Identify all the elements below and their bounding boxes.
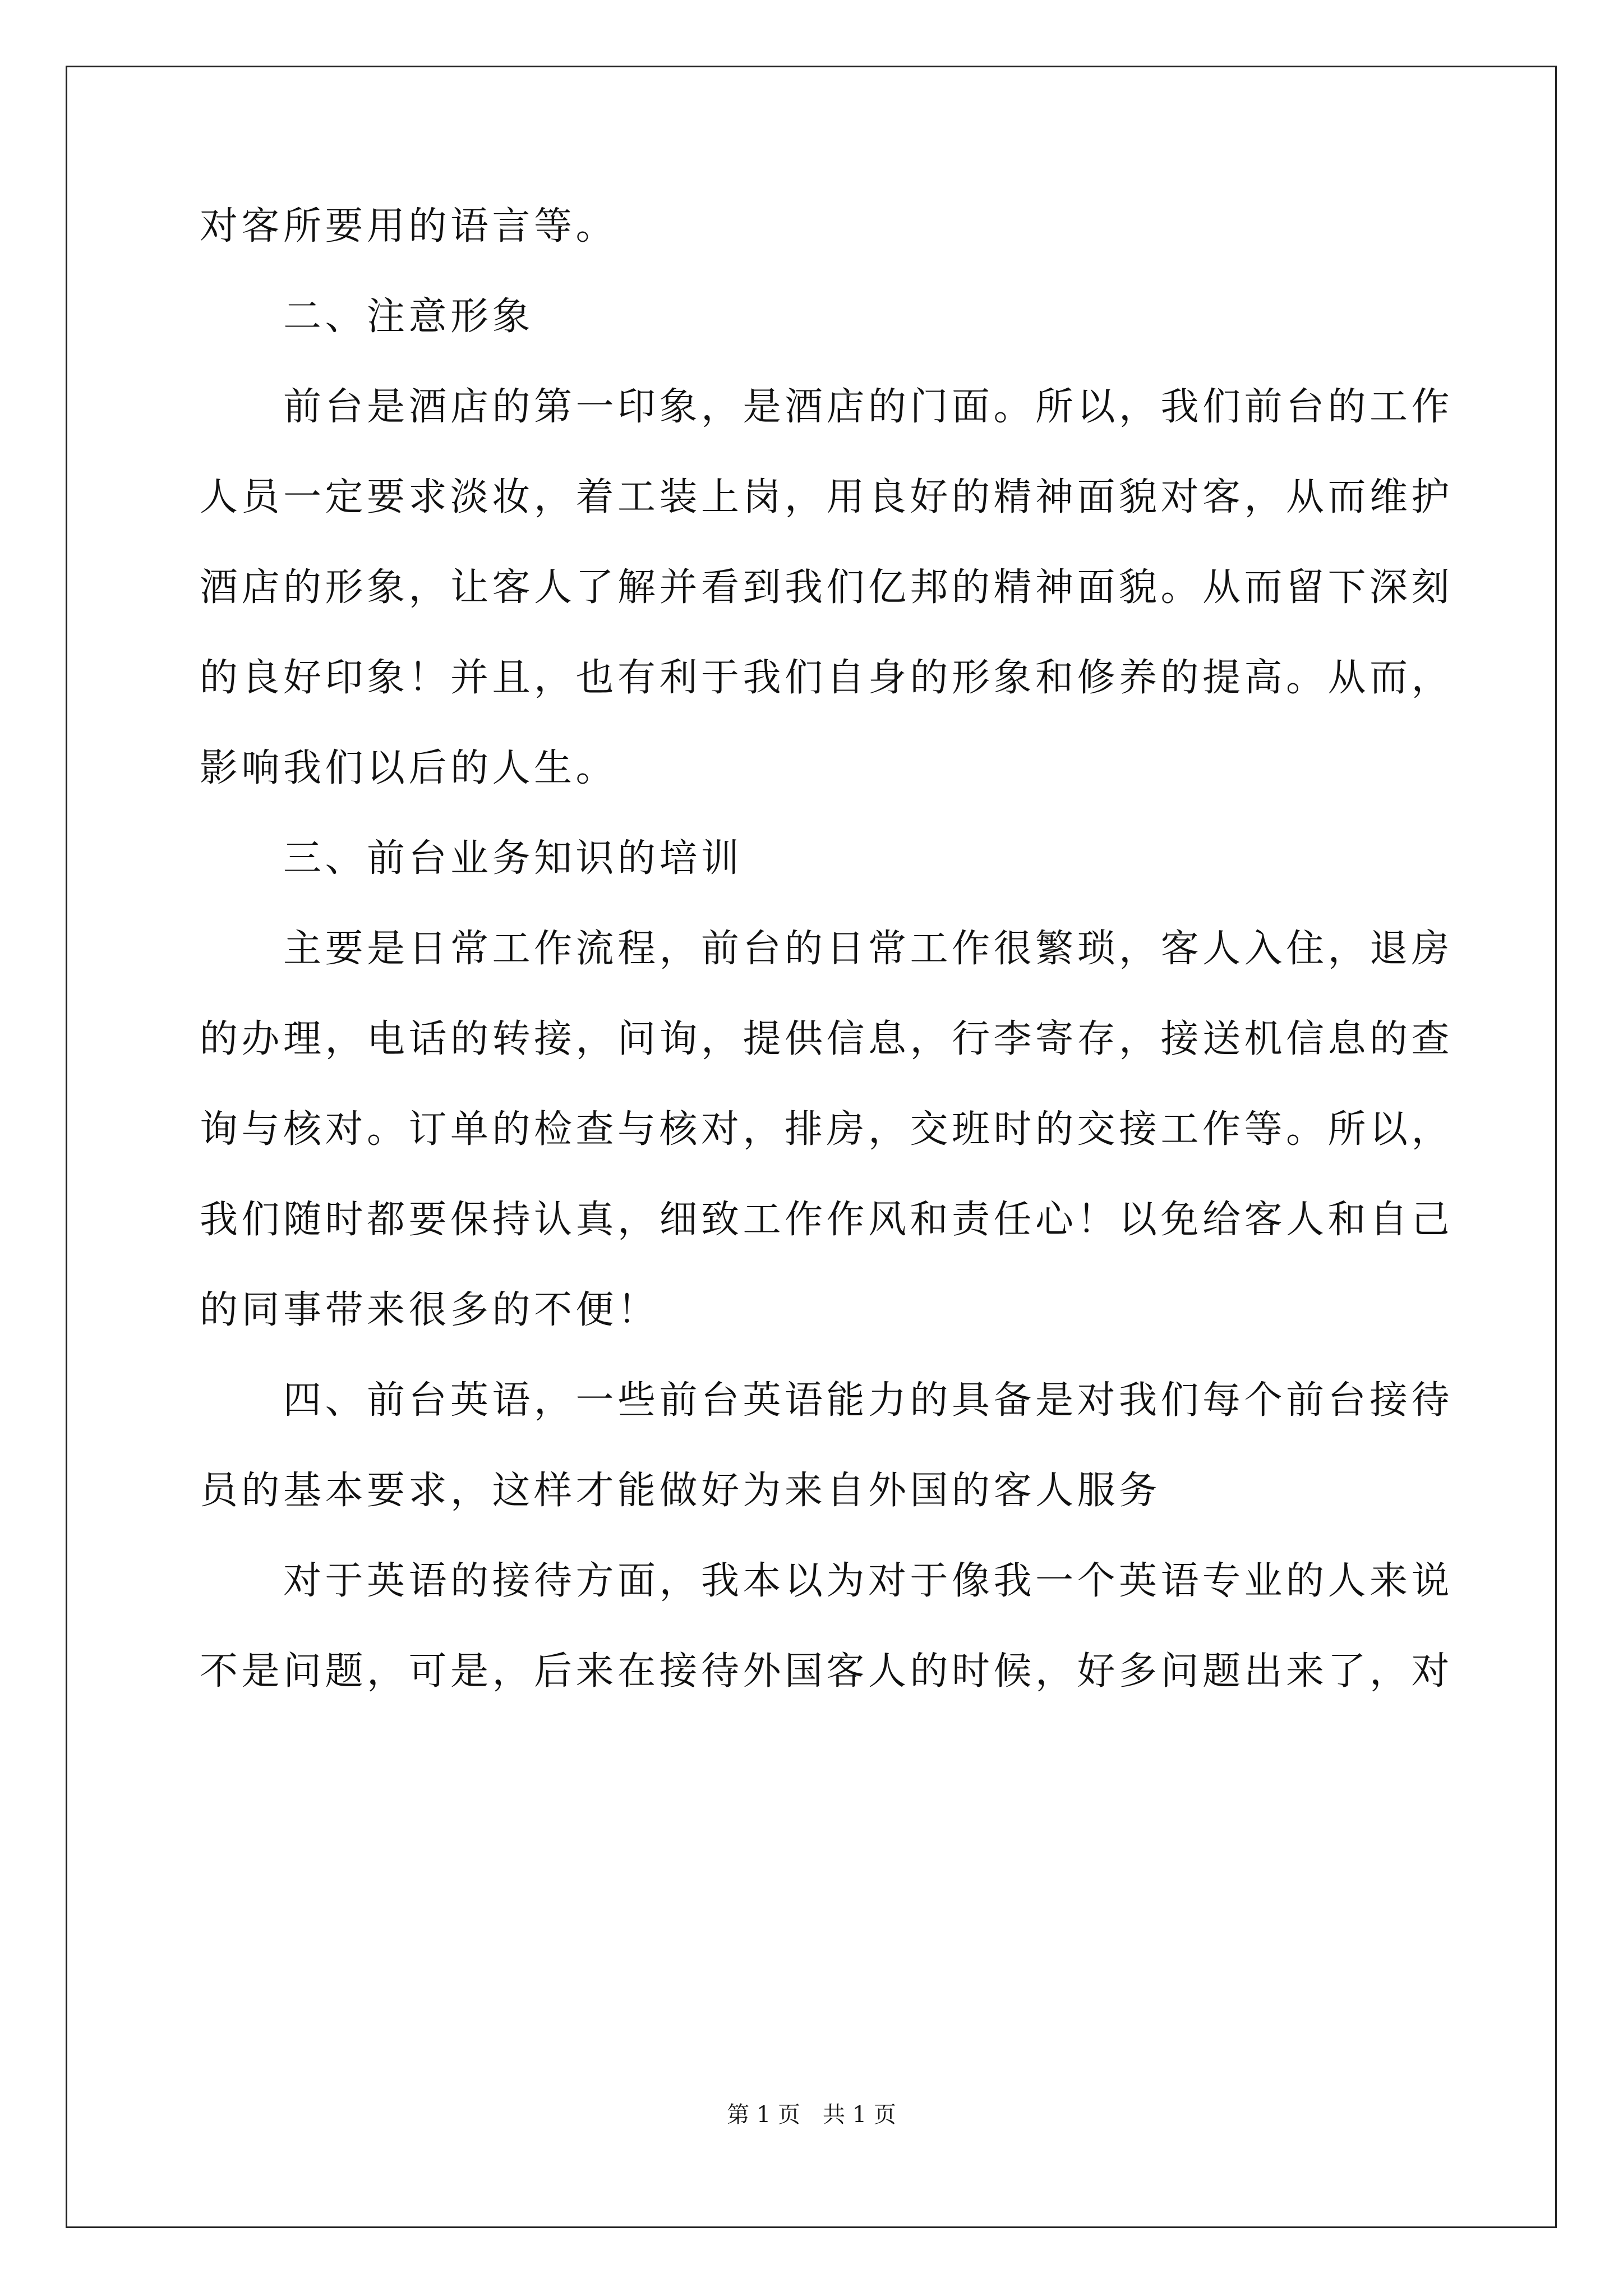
- text-line: 酒店的形象，让客人了解并看到我们亿邦的精神面貌。从而留下深刻: [200, 565, 1454, 610]
- text-line: 对于英语的接待方面，我本以为对于像我一个英语专业的人来说: [200, 1559, 1454, 1603]
- text-line: 人员一定要求淡妆，着工装上岗，用良好的精神面貌对客，从而维护: [200, 475, 1454, 519]
- text-line: 员的基本要求，这样才能做好为来自外国的客人服务: [200, 1469, 1161, 1513]
- text-line: 的同事带来很多的不便！: [200, 1288, 660, 1332]
- text-line: 不是问题，可是，后来在接待外国客人的时候，好多问题出来了，对: [200, 1649, 1454, 1694]
- text-line: 询与核对。订单的检查与核对，排房，交班时的交接工作等。所以，: [200, 1107, 1454, 1152]
- text-line: 的良好印象！并且，也有利于我们自身的形象和修养的提高。从而，: [200, 656, 1454, 700]
- section-heading: 四、前台英语，一些前台英语能力的具备是对我们每个前台接待: [200, 1378, 1454, 1423]
- section-heading: 二、注意形象: [200, 295, 534, 339]
- section-heading: 三、前台业务知识的培训: [200, 836, 743, 881]
- text-line: 的办理，电话的转接，问询，提供信息，行李寄存，接送机信息的查: [200, 1017, 1454, 1061]
- text-line: 影响我们以后的人生。: [200, 746, 618, 790]
- page-footer: 第 1 页 共 1 页: [727, 2102, 896, 2128]
- text-line: 主要是日常工作流程，前台的日常工作很繁琐，客人入住，退房: [200, 927, 1454, 971]
- text-line: 前台是酒店的第一印象，是酒店的门面。所以，我们前台的工作: [200, 385, 1454, 429]
- text-line: 对客所要用的语言等。: [200, 204, 618, 249]
- text-line: 我们随时都要保持认真，细致工作作风和责任心！以免给客人和自己: [200, 1198, 1454, 1242]
